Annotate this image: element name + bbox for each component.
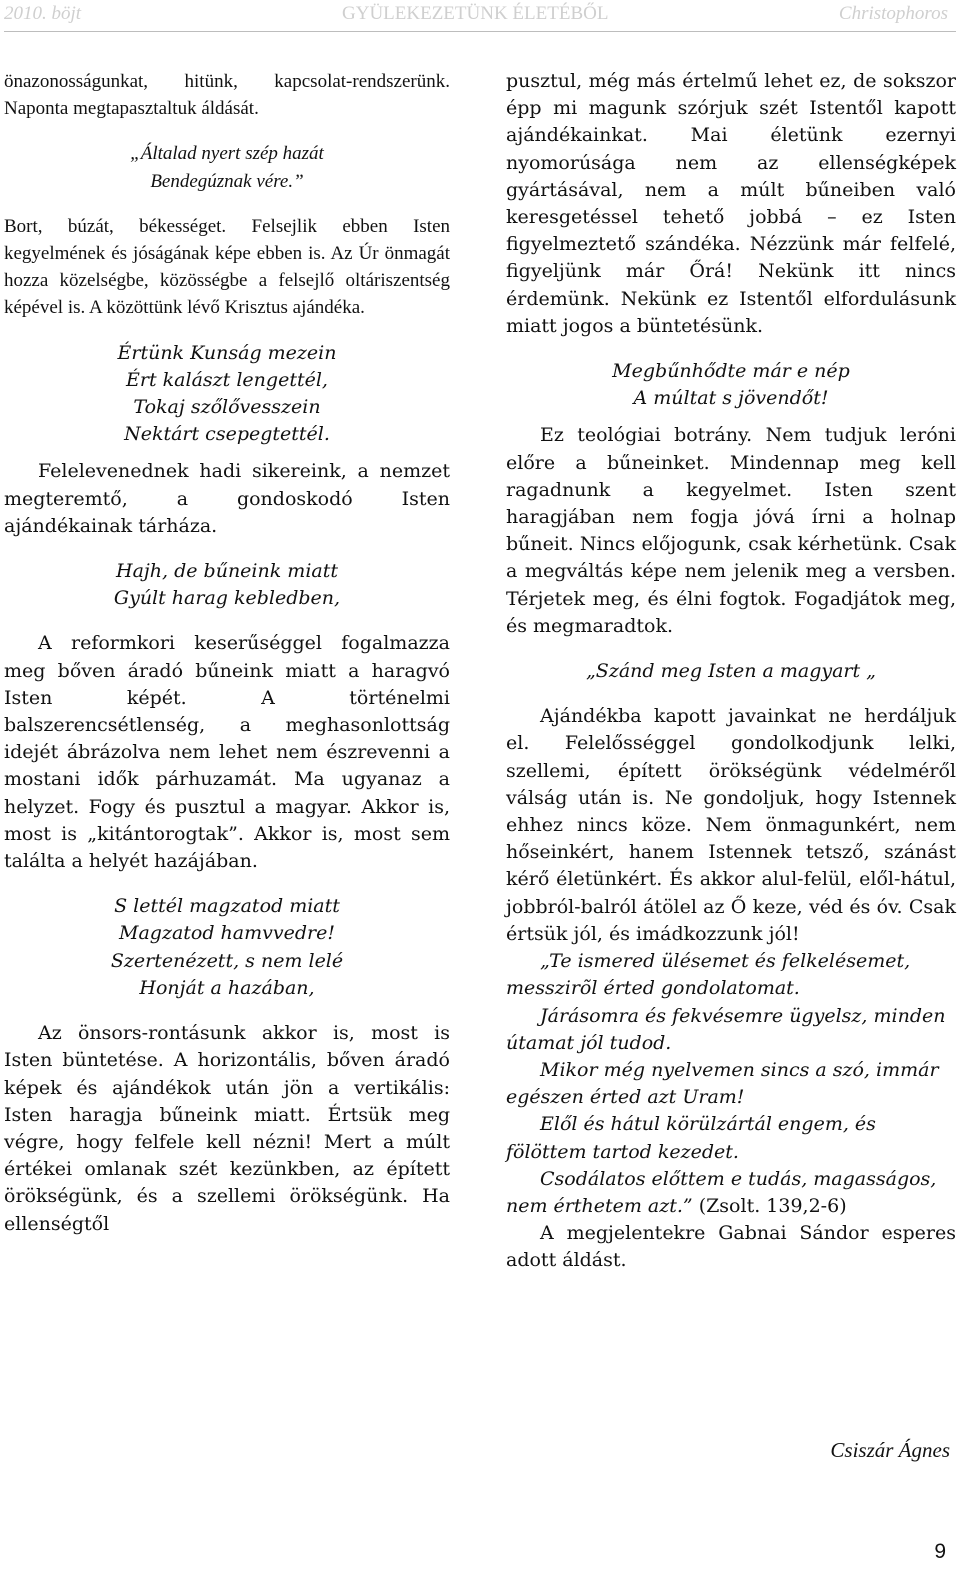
paragraph: Ez teológiai botrány. Nem tudjuk leróni előre a bűneinket. Mindennap meg kell ragadnunk a kegyelmet. Isten szent haragjában nem fogja jóvá írni a holnap bűneit. Nincs előjogunk, csak kérhetünk. Csak a megváltás képe nem jelenik meg a versben. Térjetek meg, és élni fogtok. Fogadjátok meg, és megmaradtok. — [506, 424, 956, 637]
psalm-verse: „Te ismered ülésemet és felkelésemet, messzirõl érted gondolatomat. — [506, 950, 911, 1000]
running-header — [0, 0, 960, 28]
psalm-verse: Elől és hátul körülzártál engem, és fölöttem tartod kezedet. — [506, 1113, 876, 1163]
page-number: 9 — [934, 1540, 946, 1563]
verse-line: Honját a hazában, — [139, 976, 315, 999]
paragraph: pusztul, még más értelmű lehet ez, de sokszor épp mi magunk szórjuk szét Istentől kapott ajándékainkat. Mai életünk ezernyi nyomorúsága nem az ellenségképek gyártásával, nem a múlt bűneiben való keresgetéssel tehető jobbá – ez Isten figyelmeztető szándéka. Nézzünk már felfelé, figyeljünk már Őrá! Nekünk itt nincs érdemünk. Nekünk ez Istentől elfordulásunk miatt jogos a büntetésünk. — [506, 70, 956, 337]
verse-line: „Általad nyert szép hazát — [130, 143, 324, 165]
header-issue: 2010. böjt — [4, 3, 82, 24]
header-divider — [4, 31, 956, 32]
verse-line: A múltat s jövendőt! — [633, 387, 829, 410]
paragraph: Felelevenednek hadi sikereink, a nemzet megteremtő, a gondoskodó Isten ajándékainak tárháza. — [4, 460, 450, 537]
verse-line: Ért kalászt lengettél, — [126, 368, 328, 391]
paragraph: Bort, búzát, békességet. Felsejlik ebben Isten kegyelmének és jóságának képe ebben is. Az Úr önmagát hozza közelségbe, közösségbe a felsejlő oltáriszentség képével is. A közöttünk lévő Krisztus ajándéka. — [4, 215, 450, 319]
verse-line: Hajh, de bűneink miatt — [116, 560, 338, 583]
header-section: GYÜLEKEZETÜNK ÉLETÉBŐL — [342, 3, 609, 24]
verse-line: Nektárt csepegtettél. — [124, 423, 330, 446]
psalm-verse — [506, 1166, 956, 1220]
paragraph: Az önsors-rontásunk akkor is, most is Isten büntetése. A horizontális, bőven áradó képek és ajándékok után jön a vertikális: Isten haragja bűneink miatt. Értsük meg végre, hogy felfele kell nézni! Mert a múlt értékei omlanak szét kezünkben, az épített örökségünk, és a szellemi örökségünk. Ha ellenségtől — [4, 1022, 450, 1235]
left-column — [4, 68, 450, 1238]
psalm-verse: Járásomra és fekvésemre ügyelsz, minden útamat jól tudod. — [506, 1004, 946, 1054]
header-publication: Christophoros — [838, 3, 948, 24]
verse-line: Gyúlt harag kebledben, — [113, 587, 341, 610]
psalm-reference: (Zsolt. 139,2-6) — [692, 1194, 847, 1217]
psalm-verse-text: Csodálatos előttem e tudás, magasságos, nem érthetem azt.” — [506, 1167, 937, 1217]
verse-line: Értünk Kunság mezein — [117, 341, 337, 364]
paragraph: Ajándékba kapott javainkat ne herdáljuk el. Felelősséggel gondolkodjunk lelki, szellemi, épített örökségünk védelméről válság után is. Ne gondoljuk, hogy Istennek ehhez nincs köze. Nem önmagunkért, nem hőseinkért, hanem Istennek tetsző, szánást kérő életünkért. És akkor alul-felül, elől-hátul, jobbról-balról átölel az Ő keze, véd és óv. Csak értsük jól, és imádkozzunk jól! — [506, 705, 956, 945]
psalm-verse: Mikor még nyelvemen sincs a szó, immár egészen érted azt Uram! — [506, 1058, 939, 1109]
verse-line: Bendegúznak vére.” — [150, 170, 304, 192]
paragraph: A reformkori keserűséggel fogalmazza meg bőven áradó bűneink miatt a haragvó Isten képét. A történelmi balszerencsétlenség, a meghasonlottság idejét ábrázolva nem lehet nem észrevenni a mostani idők párhuzamát. Ma ugyanaz a helyzet. Fogy és pusztul a magyar. Akkor is, most is „kitántorogtak”. Akkor is, most sem találta a helyét hazájában. — [4, 632, 450, 873]
author-signature: Csiszár Ágnes — [830, 1438, 950, 1462]
verse-line: Szertenézett, s nem lelé — [110, 949, 344, 972]
verse-line: Megbűnhődte már e nép — [612, 360, 850, 383]
paragraph: önazonosságunkat, hitünk, kapcsolat-rendszerünk. Naponta megtapasztaltuk áldását. — [4, 71, 450, 120]
right-column — [506, 68, 956, 1275]
verse-line: S lettél magzatod miatt — [114, 895, 340, 918]
verse-line: „Szánd meg Isten a magyart „ — [585, 660, 877, 683]
verse-line: Tokaj szőlővesszein — [133, 396, 321, 419]
paragraph: A megjelentekre Gabnai Sándor esperes adott áldást. — [506, 1222, 956, 1272]
verse-line: Magzatod hamvvedre! — [119, 922, 335, 945]
